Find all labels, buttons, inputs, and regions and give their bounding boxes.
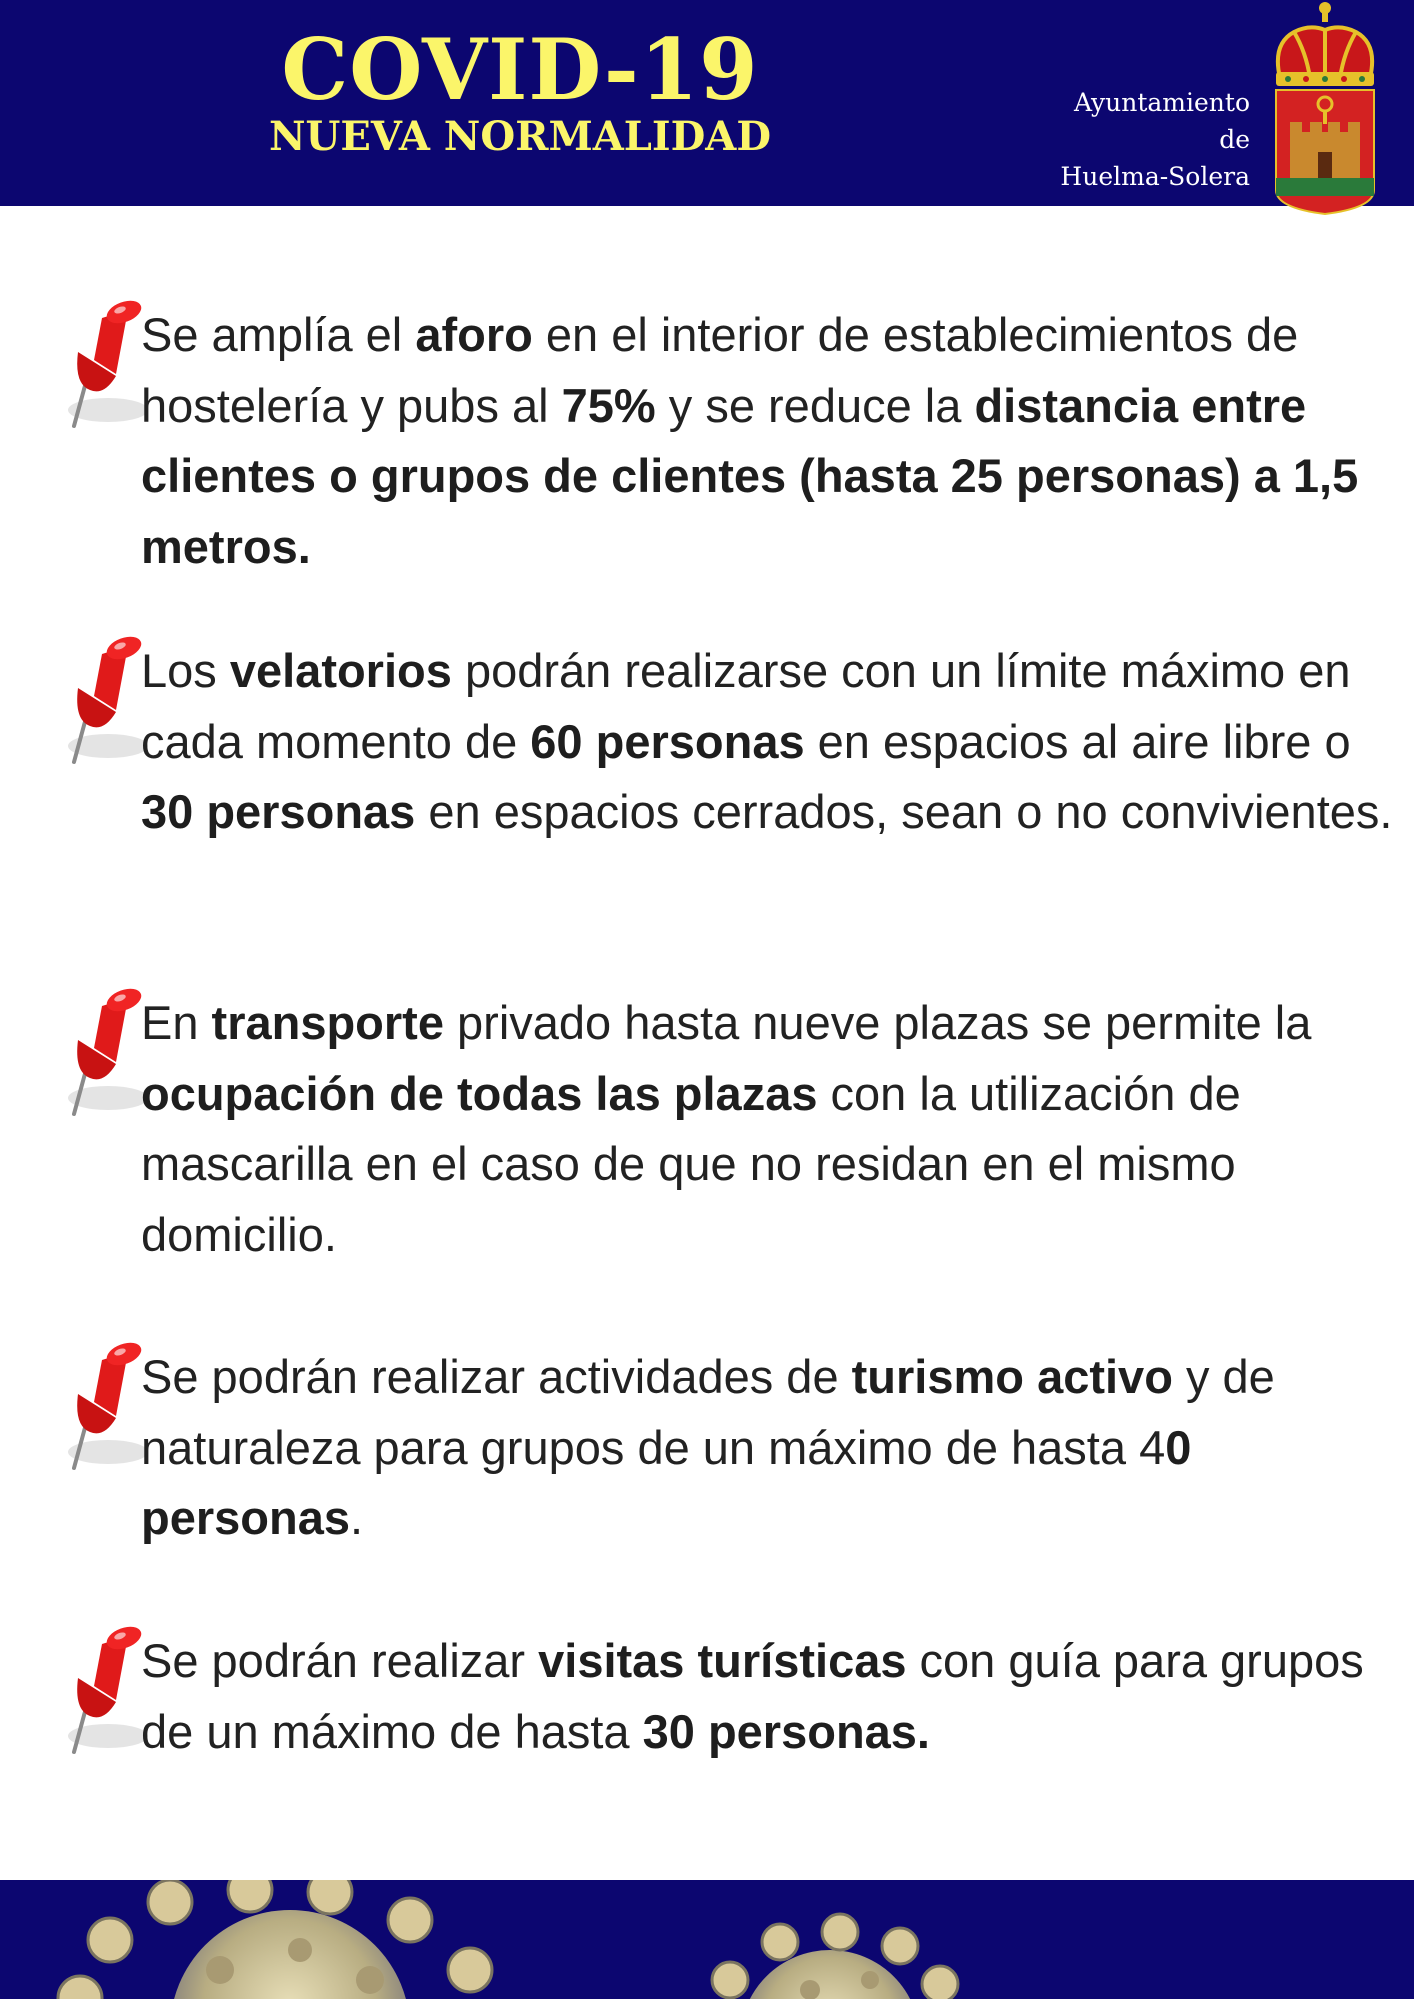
org-line-1: Ayuntamiento — [1073, 88, 1250, 117]
org-line-3: Huelma-Solera — [1060, 162, 1250, 191]
page-subtitle: NUEVA NORMALIDAD — [268, 113, 772, 160]
coat-of-arms-icon — [1266, 0, 1384, 218]
header-banner — [0, 0, 1414, 206]
footer-banner — [0, 1880, 1414, 1999]
coronavirus-icon — [0, 1880, 1414, 1999]
page-title: COVID-19 — [281, 20, 759, 119]
item-text: Se podrán realizar actividades de turismo activo y de naturaleza para grupos de un máximo de hasta 40 personas. — [141, 1350, 1275, 1544]
item-text: Se amplía el aforo en el interior de establecimientos de hostelería y pubs al 75% y se reduce la distancia entre clientes o grupos de clientes (hasta 25 personas) a 1,5 metros. — [141, 308, 1359, 573]
item-text: En transporte privado hasta nueve plazas se permite la ocupación de todas las plazas con la utilización de mascarilla en el caso de que no residan en el mismo domicilio. — [141, 996, 1312, 1261]
org-line-2: de — [1219, 125, 1250, 154]
item-text: Se podrán realizar visitas turísticas con guía para grupos de un máximo de hasta 30 personas. — [141, 1634, 1364, 1758]
organization-name — [1060, 84, 1250, 195]
item-text: Los velatorios podrán realizarse con un límite máximo en cada momento de 60 personas en espacios al aire libre o 30 personas en espacios cerrados, sean o no convivientes. — [141, 644, 1393, 838]
